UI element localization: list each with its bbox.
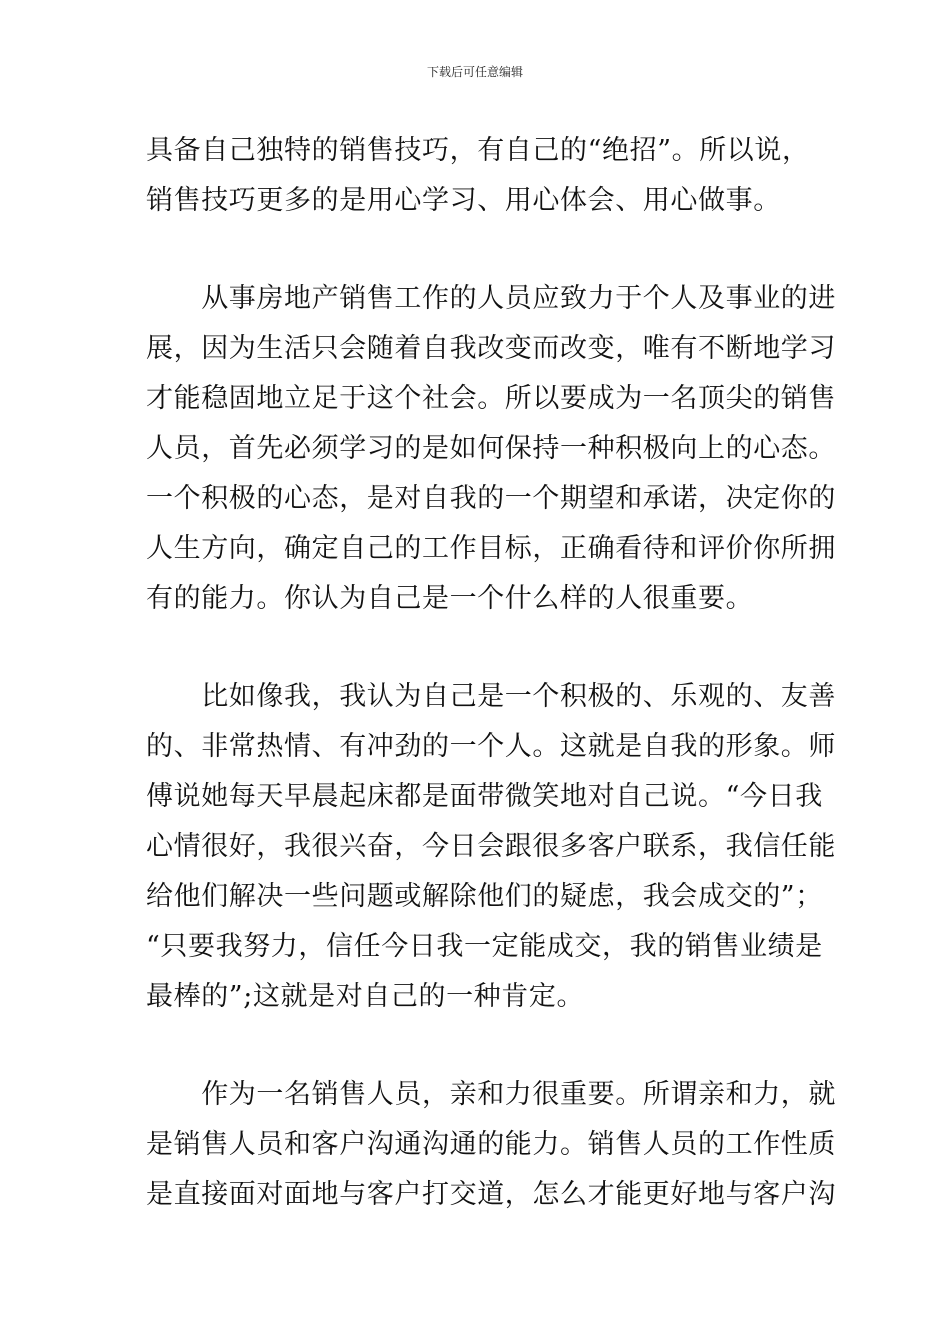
page-header: 下载后可任意编辑 [426, 65, 523, 79]
text-line: 具备自己独特的销售技巧，有自己的“绝招”。所以说， [146, 135, 810, 166]
text-line: “只要我努力，信任今日我一定能成交，我的销售业绩是 [146, 931, 823, 962]
text-line: 心情很好，我很兴奋，今日会跟很多客户联系，我信任能 [146, 831, 836, 862]
text-line: 是销售人员和客户沟通沟通的能力。销售人员的工作性质 [146, 1129, 836, 1160]
text-line: 是直接面对面地与客户打交道，怎么才能更好地与客户沟 [146, 1179, 836, 1210]
text-line: 销售技巧更多的是用心学习、用心体会、用心做事。 [146, 185, 781, 216]
text-line: 有的能力。你认为自己是一个什么样的人很重要。 [146, 583, 754, 614]
text-line: 给他们解决一些问题或解除他们的疑虑，我会成交的”； [146, 881, 823, 912]
text-line: 人员，首先必须学习的是如何保持一种积极向上的心态。 [146, 433, 836, 464]
text-line: 作为一名销售人员，亲和力很重要。所谓亲和力，就 [146, 1079, 836, 1110]
text-line: 比如像我，我认为自己是一个积极的、乐观的、友善 [146, 681, 836, 712]
text-line: 展，因为生活只会随着自我改变而改变，唯有不断地学习 [146, 333, 836, 364]
text-line: 傅说她每天早晨起床都是面带微笑地对自己说。“今日我 [146, 781, 823, 812]
text-line: 人生方向，确定自己的工作目标，正确看待和评价你所拥 [146, 533, 836, 564]
text-line: 的、非常热情、有冲劲的一个人。这就是自我的形象。师 [146, 731, 836, 762]
text-line: 才能稳固地立足于这个社会。所以要成为一名顶尖的销售 [146, 383, 836, 414]
text-line: 一个积极的心态，是对自我的一个期望和承诺，决定你的 [146, 483, 836, 514]
text-line: 最棒的”;这就是对自己的一种肯定。 [146, 981, 585, 1012]
text-line: 从事房地产销售工作的人员应致力于个人及事业的进 [146, 283, 836, 314]
